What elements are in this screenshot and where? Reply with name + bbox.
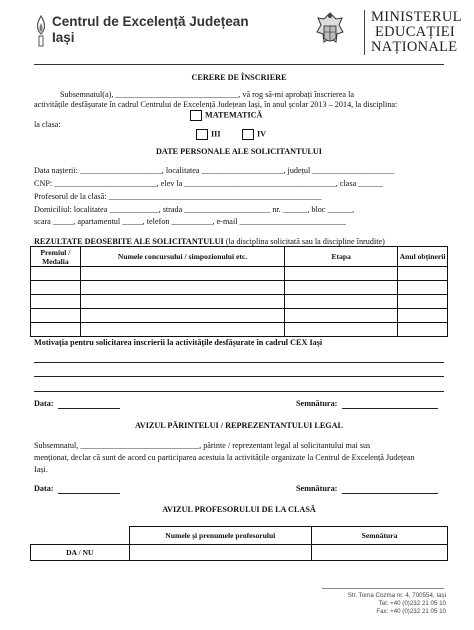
footer-contact — [348, 592, 446, 616]
motivation-line-2[interactable] — [34, 376, 444, 377]
da-nu-cell[interactable]: DA / NU — [31, 545, 130, 561]
discipline-label: MATEMATICĂ — [205, 110, 263, 120]
teacher-name-cell[interactable] — [129, 545, 311, 561]
personal-row-cnp[interactable]: CNP: _________________________, elev la _____________________________________, clasa ______ — [34, 179, 383, 188]
personal-row-teacher[interactable]: Profesorul de la clasă: ____________________________________________________ — [34, 192, 322, 201]
table-row[interactable] — [31, 281, 448, 295]
parent-line-2: menționat, declar că sunt de acord cu participarea acestuia la activitățile organizate la Centrul de Excelență Județean — [34, 453, 415, 462]
coat-of-arms-icon — [312, 10, 348, 54]
motivation-title: Motivația pentru solicitarea înscrierii la activitățile desfășurate în cadrul CEX Iași — [34, 338, 323, 347]
footer-address: Str. Toma Cozma nr. 4, 700554, Iași — [347, 592, 446, 599]
institution-city: Iași — [52, 29, 75, 45]
personal-row-address[interactable]: Domiciliul: localitatea ____________, strada _____________________ nr. ______, bloc ______, — [34, 205, 355, 214]
teacher-header-row — [31, 527, 448, 545]
col-anul: Anul obținerii — [398, 247, 448, 267]
teacher-approval-title: AVIZUL PROFESORULUI DE LA CLASĂ — [162, 505, 316, 514]
results-table — [30, 246, 448, 337]
class-option-iv[interactable] — [242, 129, 266, 140]
signature-label-2: Semnătura: — [296, 484, 338, 493]
signature-field-1[interactable] — [342, 408, 438, 409]
col-teacher-signature: Semnătura — [312, 527, 448, 545]
motivation-line-1[interactable] — [34, 362, 444, 363]
results-header-row — [31, 247, 448, 267]
class-iv-label: IV — [257, 129, 267, 139]
date-field-2[interactable] — [58, 493, 120, 494]
footer-divider — [322, 588, 444, 589]
motivation-line-3[interactable] — [34, 391, 444, 392]
footer-tel: Tel: +40 (0)232 21 05 10 — [378, 600, 446, 607]
discipline-option[interactable] — [190, 110, 262, 121]
results-note: (la disciplina solicitată sau la discipline înrudite) — [225, 237, 385, 246]
parent-line-3: Iași. — [34, 465, 48, 474]
teacher-signature-cell[interactable] — [312, 545, 448, 561]
signature-field-2[interactable] — [342, 493, 438, 494]
col-teacher-name: Numele și prenumele profesorului — [129, 527, 311, 545]
date-label-1: Data: — [34, 399, 54, 408]
ministry-line-3: NAȚIONALE — [371, 39, 458, 55]
parent-line-1[interactable]: Subsemnatul, _____________________________, părinte / reprezentant legal al solicitantului mai sus — [34, 441, 371, 450]
class-iv-checkbox[interactable] — [242, 129, 254, 140]
table-row[interactable] — [31, 267, 448, 281]
teacher-table — [30, 526, 448, 561]
results-title: REZULTATE DEOSEBITE ALE SOLICITANTULUI — [34, 237, 224, 246]
signature-label-1: Semnătura: — [296, 399, 338, 408]
discipline-checkbox[interactable] — [190, 110, 202, 121]
personal-data-title: DATE PERSONALE ALE SOLICITANTULUI — [156, 147, 322, 156]
class-option-iii[interactable] — [196, 129, 221, 140]
table-row[interactable] — [31, 295, 448, 309]
col-concurs: Numele concursului / simpozionului etc. — [80, 247, 284, 267]
institution-header — [34, 14, 249, 48]
ministry-title — [364, 10, 462, 55]
footer-fax: Fax: +40 (0)232 21 05 10 — [376, 608, 446, 615]
personal-row-contact[interactable]: scara _____, apartamentul _____, telefon __________, e-mail __________________________ — [34, 217, 346, 226]
class-iii-label: III — [211, 129, 221, 139]
parent-approval-title: AVIZUL PĂRINTELUI / REPREZENTANTULUI LEGAL — [134, 421, 344, 430]
intro-line-2: activitățile desfășurate în cadrul Centrului de Excelență Județean Iași, în anul școlar 2013 – 2014, la disciplina: — [34, 100, 398, 109]
table-row[interactable] — [31, 309, 448, 323]
date-field-1[interactable] — [58, 408, 120, 409]
class-label: la clasa: — [34, 120, 61, 129]
date-label-2: Data: — [34, 484, 54, 493]
header-divider — [34, 64, 444, 65]
form-title: CERERE DE ÎNSCRIERE — [191, 73, 287, 82]
col-premiul: Premiul / Medalia — [31, 247, 81, 267]
ministry-line-1: MINISTERUL — [371, 9, 462, 25]
personal-row-birth[interactable]: Data nașterii: ____________________, localitatea ____________________, județul ____________________ — [34, 166, 395, 175]
flame-logo-icon — [34, 14, 48, 48]
empty-corner — [31, 527, 130, 545]
class-iii-checkbox[interactable] — [196, 129, 208, 140]
col-etapa: Etapa — [285, 247, 398, 267]
ministry-line-2: EDUCAȚIEI — [375, 24, 456, 40]
institution-name: Centrul de Excelență Județean — [52, 14, 249, 29]
intro-line-1: Subsemnatul(a), ______________________________, vă rog să-mi aprobați înscrierea la — [60, 90, 355, 99]
table-row[interactable] — [31, 323, 448, 337]
teacher-row[interactable] — [31, 545, 448, 561]
